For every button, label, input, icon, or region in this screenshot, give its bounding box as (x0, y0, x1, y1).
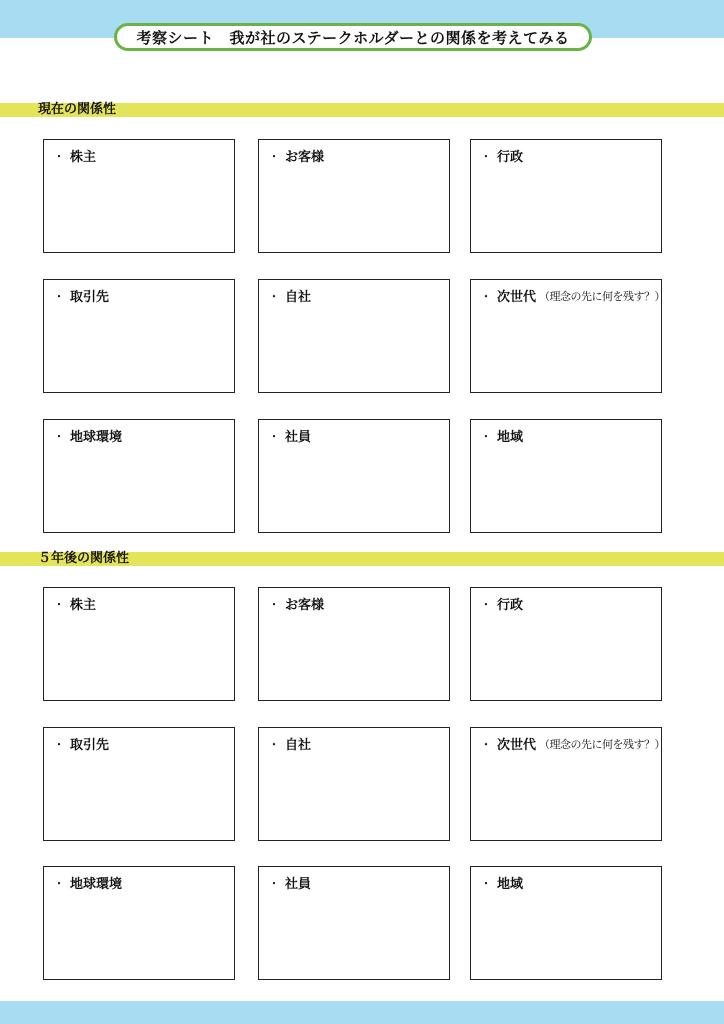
page-title (114, 23, 592, 51)
bullet-icon: ・ (269, 600, 279, 611)
bottom-band (0, 1001, 724, 1024)
card-shareholders[interactable] (43, 139, 235, 253)
card-label: 社員 (285, 877, 312, 892)
bullet-icon: ・ (54, 740, 64, 751)
bullet-icon: ・ (54, 432, 64, 443)
card-own-company[interactable] (258, 727, 450, 841)
card-community[interactable] (470, 866, 662, 980)
card-label: 行政 (497, 598, 524, 613)
card-next-generation[interactable] (470, 727, 666, 841)
bullet-icon: ・ (269, 292, 279, 303)
card-label: 株主 (70, 150, 97, 165)
bullet-icon: ・ (481, 740, 491, 751)
bullet-icon: ・ (269, 432, 279, 443)
card-global-environment[interactable] (43, 866, 235, 980)
bullet-icon: ・ (481, 600, 491, 611)
card-label: 地域 (497, 877, 524, 892)
card-label: 自社 (285, 738, 312, 753)
card-employees[interactable] (258, 419, 450, 533)
bullet-icon: ・ (54, 600, 64, 611)
card-note: （理念の先に何を残す？） (539, 289, 666, 303)
bullet-icon: ・ (54, 879, 64, 890)
card-own-company[interactable] (258, 279, 450, 393)
bullet-icon: ・ (269, 152, 279, 163)
bullet-icon: ・ (269, 740, 279, 751)
card-community[interactable] (470, 419, 662, 533)
bullet-icon: ・ (481, 432, 491, 443)
card-note: （理念の先に何を残す？） (539, 737, 666, 751)
card-label: 地球環境 (70, 430, 123, 445)
card-label: 行政 (497, 150, 524, 165)
card-employees[interactable] (258, 866, 450, 980)
card-global-environment[interactable] (43, 419, 235, 533)
card-label: 次世代 (497, 738, 537, 753)
card-shareholders[interactable] (43, 587, 235, 701)
page-title-text: 考察シート 我が社のステークホルダーとの関係を考えてみる (136, 28, 570, 47)
card-label: 社員 (285, 430, 312, 445)
bullet-icon: ・ (481, 152, 491, 163)
card-label: 株主 (70, 598, 97, 613)
card-suppliers[interactable] (43, 727, 235, 841)
bullet-icon: ・ (481, 879, 491, 890)
card-label: 次世代 (497, 290, 537, 305)
card-government[interactable] (470, 139, 662, 253)
card-government[interactable] (470, 587, 662, 701)
card-label: お客様 (285, 598, 325, 613)
card-customers[interactable] (258, 587, 450, 701)
card-label: お客様 (285, 150, 325, 165)
bullet-icon: ・ (54, 292, 64, 303)
section-label-current: 現在の関係性 (38, 102, 117, 117)
card-suppliers[interactable] (43, 279, 235, 393)
card-label: 取引先 (70, 738, 110, 753)
bullet-icon: ・ (481, 292, 491, 303)
card-next-generation[interactable] (470, 279, 666, 393)
bullet-icon: ・ (54, 152, 64, 163)
card-customers[interactable] (258, 139, 450, 253)
card-label: 地域 (497, 430, 524, 445)
section-label-five-years: ５年後の関係性 (38, 551, 130, 566)
card-label: 自社 (285, 290, 312, 305)
card-label: 取引先 (70, 290, 110, 305)
card-label: 地球環境 (70, 877, 123, 892)
bullet-icon: ・ (269, 879, 279, 890)
